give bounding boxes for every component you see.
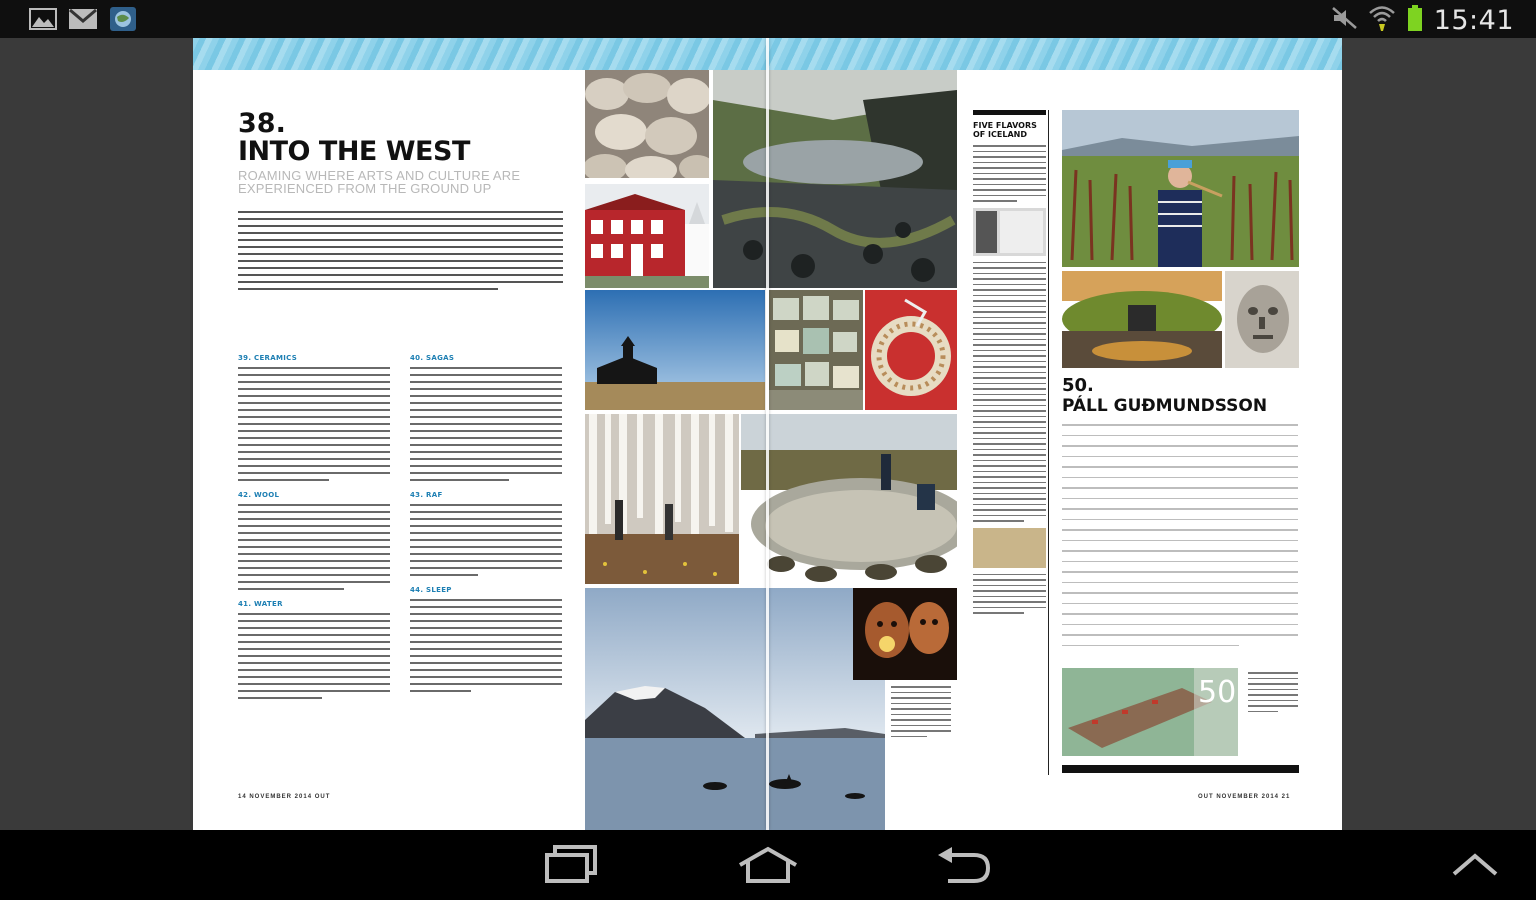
- article-intro-text: [238, 211, 563, 290]
- home-button[interactable]: [733, 842, 803, 888]
- photo-flute-player: [1062, 110, 1299, 267]
- wifi-signal-icon: [1368, 4, 1396, 37]
- photo-gallery-installation: [585, 414, 739, 584]
- page-folio-right: OUT NOVEMBER 2014 21: [1198, 794, 1291, 800]
- photo-sheep: [585, 70, 709, 178]
- mute-icon: [1332, 7, 1358, 34]
- photo-stone-face: [1225, 271, 1299, 368]
- sidebar-thumbnail: [973, 208, 1046, 256]
- article-column-left: [238, 344, 390, 704]
- section-heading: 43. RAF: [410, 491, 443, 499]
- home-icon: [736, 845, 800, 885]
- back-icon: [934, 845, 994, 885]
- photo-turf-house: [1062, 271, 1222, 368]
- battery-icon: [1406, 4, 1424, 37]
- reader-view[interactable]: [0, 38, 1536, 830]
- clock: 15:41: [1433, 5, 1514, 36]
- profile-photo-caption: [1248, 672, 1298, 716]
- profile-number: 50.: [1062, 375, 1094, 396]
- profile-title: PÁLL GUÐMUNDSSON: [1062, 396, 1268, 416]
- navigation-bar: [0, 830, 1536, 900]
- section-heading: 40. SAGAS: [410, 354, 455, 362]
- section-heading: 44. SLEEP: [410, 586, 452, 594]
- photo-red-house: [585, 184, 709, 288]
- photo-stone-instrument: [1062, 668, 1238, 756]
- photo-ceramics: [769, 290, 863, 410]
- sidebar-food-thumbnail: [973, 528, 1046, 568]
- sidebar-five-flavors: [973, 110, 1046, 618]
- back-button[interactable]: [929, 842, 999, 888]
- profile-body-text: [1062, 424, 1298, 655]
- status-bar: [0, 0, 1536, 38]
- article-column-right: [410, 344, 562, 704]
- magazine-spread[interactable]: [193, 38, 1342, 830]
- gallery-icon: [28, 6, 58, 32]
- photo-black-church: [585, 290, 765, 410]
- recent-apps-button[interactable]: [537, 842, 607, 888]
- article-dek: ROAMING WHERE ARTS AND CULTURE ARE EXPERIENCED FROM THE GROUND UP: [238, 168, 521, 196]
- sidebar-title: FIVE FLAVORS OF ICELAND: [973, 121, 1037, 139]
- globe-app-icon: [108, 6, 138, 32]
- menu-up-button[interactable]: [1440, 842, 1510, 888]
- chevron-up-icon: [1450, 850, 1500, 880]
- feature-badge-number: 50: [1198, 675, 1237, 710]
- article-header: [238, 110, 563, 295]
- page-folio-left: 14 NOVEMBER 2014 OUT: [238, 794, 331, 800]
- photo-caption: [891, 686, 951, 741]
- article-title: INTO THE WEST: [238, 136, 470, 167]
- recent-apps-icon: [543, 845, 601, 885]
- photo-hot-spring: [741, 414, 957, 584]
- article-columns: [238, 344, 563, 704]
- photo-masks: [853, 588, 957, 680]
- page-gutter: [766, 38, 769, 830]
- sidebar-divider: [1048, 110, 1049, 775]
- section-heading: 39. CERAMICS: [238, 354, 298, 362]
- profile-header: [1062, 376, 1302, 416]
- photo-wreath: [865, 290, 957, 410]
- section-heading: 42. WOOL: [238, 491, 280, 499]
- photo-lake-lava: [713, 70, 957, 288]
- photo-mountain-orcas: [585, 588, 885, 830]
- article-number: 38.: [238, 108, 286, 139]
- section-heading: 41. WATER: [238, 600, 283, 608]
- gmail-icon: [68, 6, 98, 32]
- profile-end-rule: [1062, 765, 1299, 773]
